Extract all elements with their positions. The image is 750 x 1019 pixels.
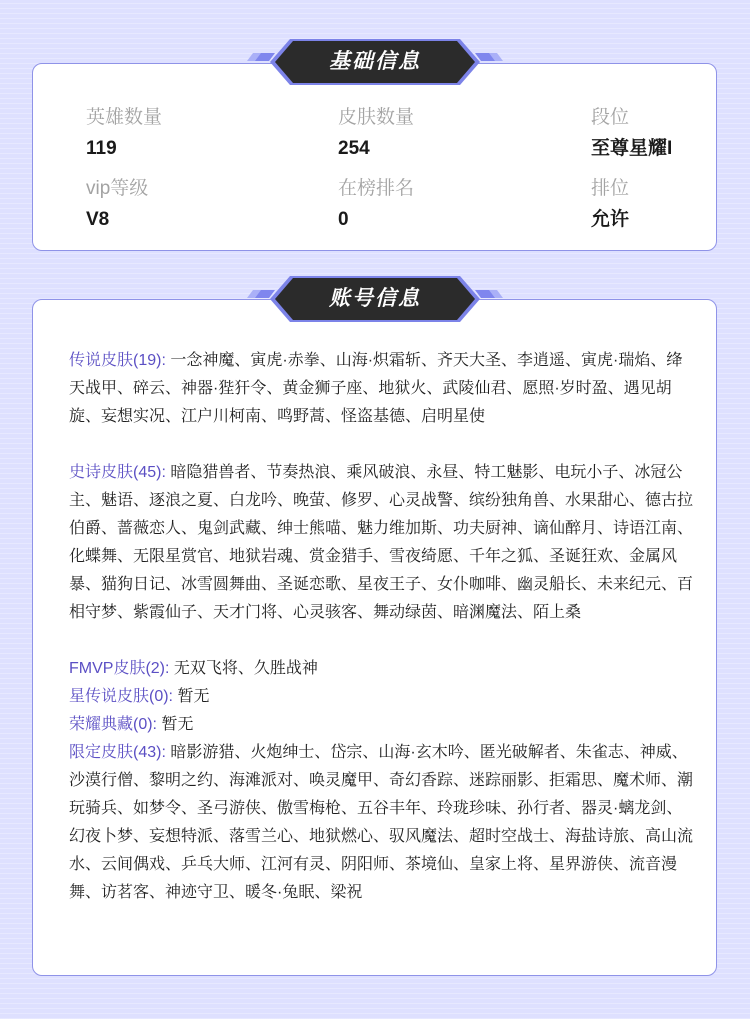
basic-info-title: 基础信息 xyxy=(329,50,421,73)
rank-tier-stat xyxy=(591,105,672,162)
vip-level-stat xyxy=(86,176,148,233)
skin-category-star-legend xyxy=(69,683,694,711)
category-items: 暗隐猎兽者、节奏热浪、乘风破浪、永昼、特工魅影、电玩小子、冰冠公主、魅语、逐浪之夏、白龙吟、晚萤、修罗、心灵战警、缤纷独角兽、水果甜心、德古拉伯爵、蔷薇恋人、鬼剑武藏、绅士熊喵、魅力维加斯、功夫厨神、谪仙醉月、诗语江南、化蝶舞、无限星赏官、地狱岩魂、赏金猎手、雪夜绮愿、千年之狐、圣诞狂欢、金属风暴、猫狗日记、冰雪圆舞曲、圣诞恋歌、星夜王子、女仆咖啡、幽灵船长、未来纪元、百相守梦、紫霞仙子、天才门将、心灵骇客、舞动绿茵、暗渊魔法、陌上桑 xyxy=(69,464,694,621)
rank-tier-label: 段位 xyxy=(591,107,630,128)
skin-category-limited xyxy=(69,739,694,907)
account-info-card xyxy=(32,299,717,976)
category-label: 星传说皮肤(0): xyxy=(69,688,174,705)
category-label: 荣耀典藏(0): xyxy=(69,716,158,733)
hero-count-stat xyxy=(86,105,162,162)
ranked-allowed-stat xyxy=(591,176,629,233)
category-items: 暂无 xyxy=(161,716,194,733)
ranked-allowed-value: 允许 xyxy=(591,209,630,230)
category-items: 暗影游猎、火炮绅士、岱宗、山海·玄木吟、匿光破解者、朱雀志、神威、沙漠行僧、黎明之约、海滩派对、唤灵魔甲、奇幻香踪、迷踪丽影、拒霜思、魔术师、潮玩骑兵、如梦令、圣弓游侠、傲雪梅枪、五谷丰年、玲珑珍味、孙行者、器灵·螭龙剑、幻夜卜梦、妄想特派、落雪兰心、地狱燃心、驭风魔法、超时空战士、海盐诗旅、高山流水、云间偶戏、乒乓大师、江河有灵、阴阳师、茶境仙、皇家上将、星界游侠、流音漫舞、访茗客、神迹守卫、暖冬·兔眠、梁祝 xyxy=(69,744,694,901)
skin-count-label: 皮肤数量 xyxy=(338,107,415,128)
ranked-allowed-label: 排位 xyxy=(591,178,630,199)
skin-count-stat xyxy=(338,105,414,162)
skin-category-fmvp xyxy=(69,655,694,683)
basic-info-header xyxy=(245,39,505,85)
vip-level-label: vip等级 xyxy=(86,178,149,199)
hero-count-value: 119 xyxy=(86,138,117,159)
category-label: 史诗皮肤(45): xyxy=(69,464,166,481)
basic-info-card xyxy=(32,63,717,251)
category-label: FMVP皮肤(2): xyxy=(69,660,170,677)
account-info-header xyxy=(245,276,505,322)
category-label: 限定皮肤(43): xyxy=(69,744,166,761)
leaderboard-rank-stat xyxy=(338,176,414,233)
account-info-title: 账号信息 xyxy=(329,287,421,310)
leaderboard-rank-label: 在榜排名 xyxy=(338,178,415,199)
leaderboard-rank-value: 0 xyxy=(338,209,349,230)
skin-list xyxy=(69,347,694,907)
vip-level-value: V8 xyxy=(86,209,110,230)
category-label: 传说皮肤(19): xyxy=(69,352,166,369)
skin-count-value: 254 xyxy=(338,138,370,159)
hero-count-label: 英雄数量 xyxy=(86,107,163,128)
skin-category-honor-collection xyxy=(69,711,694,739)
category-items: 无双飞将、久胜战神 xyxy=(173,660,318,677)
skin-category-epic xyxy=(69,459,694,627)
category-items: 一念神魔、寅虎·赤拳、山海·炽霜斩、齐天大圣、李逍遥、寅虎·瑞焰、绛天战甲、碎云、神器·狴犴令、黄金狮子座、地狱火、武陵仙君、愿照·岁时盈、遇见胡旋、妄想实况、江户川柯南、鸣野蒿、怪盗基德、启明星使 xyxy=(69,352,683,425)
category-items: 暂无 xyxy=(177,688,210,705)
rank-tier-value: 至尊星耀I xyxy=(591,138,673,159)
skin-category-legend xyxy=(69,347,694,431)
